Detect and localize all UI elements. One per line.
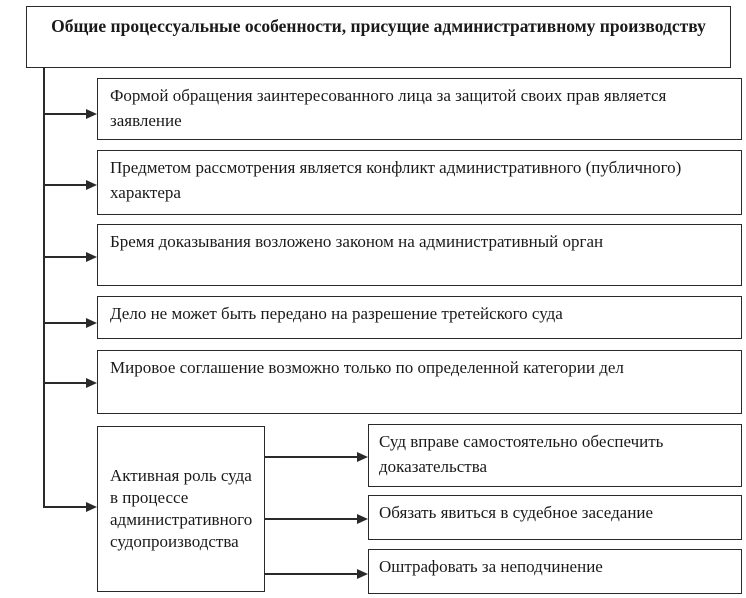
arrow-head-icon: [357, 452, 368, 462]
court-role-label: Активная роль суда в процессе административного судопроизводства: [110, 466, 253, 551]
arrow-shaft: [43, 322, 86, 324]
arrow-shaft: [43, 382, 86, 384]
arrow-head-icon: [86, 502, 97, 512]
court-power-box-3: Оштрафовать за неподчинение: [368, 549, 742, 594]
arrow-shaft: [265, 518, 357, 520]
arrow-head-icon: [86, 109, 97, 119]
main-connector-line: [43, 68, 45, 507]
arrow-shaft: [43, 113, 86, 115]
feature-box-3: Бремя доказывания возложено законом на административный орган: [97, 224, 742, 286]
arrow-shaft: [43, 256, 86, 258]
court-power-box-2: Обязать явиться в судебное заседание: [368, 495, 742, 540]
arrow-head-icon: [357, 569, 368, 579]
arrow-shaft: [43, 506, 86, 508]
arrow-head-icon: [86, 252, 97, 262]
feature-box-5: Мировое соглашение возможно только по определенной категории дел: [97, 350, 742, 414]
arrow-head-icon: [86, 378, 97, 388]
court-role-box: [97, 426, 265, 592]
feature-box-2: Предметом рассмотрения является конфликт административного (публичного) характера: [97, 150, 742, 215]
arrow-shaft: [265, 573, 357, 575]
diagram-title: Общие процессуальные особенности, присущие административному производству: [26, 6, 731, 68]
arrow-shaft: [265, 456, 357, 458]
arrow-head-icon: [86, 180, 97, 190]
arrow-head-icon: [86, 318, 97, 328]
arrow-head-icon: [357, 514, 368, 524]
court-power-box-1: Суд вправе самостоятельно обеспечить доказательства: [368, 424, 742, 487]
feature-box-1: Формой обращения заинтересованного лица за защитой своих прав является заявление: [97, 78, 742, 140]
arrow-shaft: [43, 184, 86, 186]
feature-box-4: Дело не может быть передано на разрешение третейского суда: [97, 296, 742, 339]
